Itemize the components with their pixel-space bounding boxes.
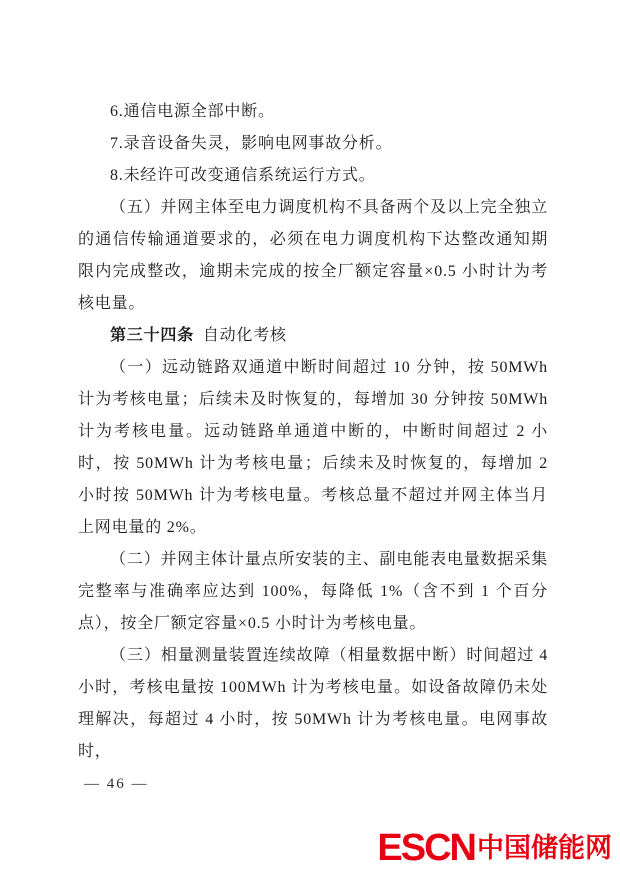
paragraph-clause-2: （二）并网主体计量点所安装的主、副电能表电量数据采集完整率与准确率应达到 100%，每降低 1%（含不到 1 个百分点），按全厂额定容量×0.5 小时计为考核电量。 [78,551,548,632]
footer-page-number: — 46 — [84,776,149,792]
escn-logo [377,829,612,867]
article-heading-number: 第三十四条 [110,327,195,344]
paragraph-item-8: 8.未经许可改变通信系统运行方式。 [110,167,376,184]
document-body [78,96,548,768]
paragraph-clause-1: （一）远动链路双通道中断时间超过 10 分钟，按 50MWh 计为考核电量；后续未及时恢复的，每增加 30 分钟按 50MWh 计为考核电量。远动链路单通道中断的，中断时间超过 2 小时，按 50MWh 计为考核电量；后续未及时恢复的，每增加 2 小时按 50MWh 计为考核电量。考核总量不超过并网主体当月上网电量的 2%。 [78,359,548,536]
escn-logo-latin-text: ESCN [377,827,475,869]
paragraph-clause-5: （五）并网主体至电力调度机构不具备两个及以上完全独立的通信传输通道要求的，必须在电力调度机构下达整改通知期限内完成整改，逾期未完成的按全厂额定容量×0.5 小时计为考核电量。 [78,199,548,312]
article-heading-title: 自动化考核 [202,327,287,344]
article-heading [78,320,548,352]
paragraph-item-7: 7.录音设备失灵，影响电网事故分析。 [110,135,393,152]
paragraph-clause-3: （三）相量测量装置连续故障（相量数据中断）时间超过 4 小时，考核电量按 100MWh 计为考核电量。如设备故障仍未处理解决，每超过 4 小时，按 50MWh 计为考核电量。电网事故时， [78,647,548,760]
escn-logo-chinese-text: 中国储能网 [477,832,612,863]
paragraph-item-6: 6.通信电源全部中断。 [110,103,275,120]
